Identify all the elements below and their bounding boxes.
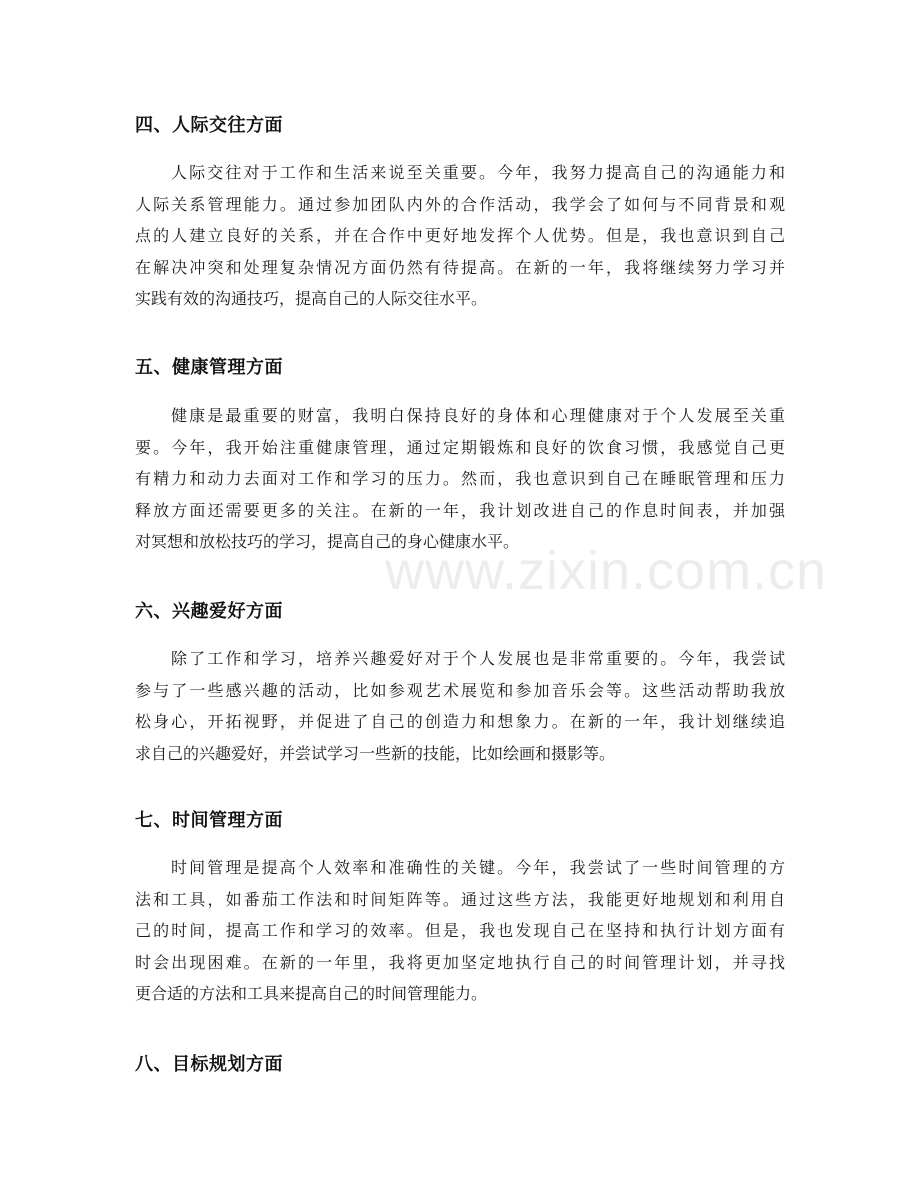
paragraph-line: 己的时间，提高工作和学习的效率。但是，我也发现自己在坚持和执行计划方面有 — [135, 921, 785, 940]
section-heading: 七、时间管理方面 — [135, 810, 283, 831]
paragraph-line: 更合适的方法和工具来提高自己的时间管理能力。 — [135, 984, 488, 1003]
section-paragraph — [135, 157, 785, 315]
paragraph-line: 除了工作和学习，培养兴趣爱好对于个人发展也是非常重要的。今年，我尝试 — [171, 649, 785, 668]
paragraph-line: 要。今年，我开始注重健康管理，通过定期锻炼和良好的饮食习惯，我感觉自己更 — [135, 437, 785, 457]
paragraph-line: 释放方面还需要更多的关注。在新的一年，我计划改进自己的作息时间表，并加强 — [135, 500, 785, 520]
paragraph-line: 点的人建立良好的关系，并在合作中更好地发挥个人优势。但是，我也意识到自己 — [135, 226, 785, 245]
paragraph-line: 求自己的兴趣爱好，并尝试学习一些新的技能，比如绘画和摄影等。 — [135, 743, 616, 763]
section-paragraph — [135, 643, 785, 769]
watermark: www.zixin.com.cn — [385, 541, 828, 601]
section-heading: 四、人际交往方面 — [135, 115, 283, 136]
section-paragraph — [135, 852, 785, 1010]
section-paragraph — [135, 400, 785, 558]
section-heading: 六、兴趣爱好方面 — [135, 601, 283, 622]
section-heading: 五、健康管理方面 — [135, 357, 283, 378]
paragraph-line: 时间管理是提高个人效率和准确性的关键。今年，我尝试了一些时间管理的方 — [171, 858, 785, 877]
paragraph-line: 在解决冲突和处理复杂情况方面仍然有待提高。在新的一年，我将继续努力学习并 — [135, 257, 785, 277]
paragraph-line: 人际交往对于工作和生活来说至关重要。今年，我努力提高自己的沟通能力和 — [171, 163, 785, 182]
paragraph-line: 参与了一些感兴趣的活动，比如参观艺术展览和参加音乐会等。这些活动帮助我放 — [135, 680, 785, 700]
paragraph-line: 时会出现困难。在新的一年里，我将更加坚定地执行自己的时间管理计划，并寻找 — [135, 952, 785, 972]
paragraph-line: 人际关系管理能力。通过参加团队内外的合作活动，我学会了如何与不同背景和观 — [135, 194, 785, 214]
paragraph-line: 实践有效的沟通技巧，提高自己的人际交往水平。 — [135, 289, 488, 308]
paragraph-line: 对冥想和放松技巧的学习，提高自己的身心健康水平。 — [135, 532, 520, 551]
paragraph-line: 松身心，开拓视野，并促进了自己的创造力和想象力。在新的一年，我计划继续追 — [135, 712, 785, 731]
paragraph-line: 法和工具，如番茄工作法和时间矩阵等。通过这些方法，我能更好地规划和利用自 — [135, 889, 785, 909]
paragraph-line: 健康是最重要的财富，我明白保持良好的身体和心理健康对于个人发展至关重 — [171, 406, 785, 425]
section-heading: 八、目标规划方面 — [135, 1054, 283, 1075]
paragraph-line: 有精力和动力去面对工作和学习的压力。然而，我也意识到自己在睡眠管理和压力 — [135, 469, 785, 488]
